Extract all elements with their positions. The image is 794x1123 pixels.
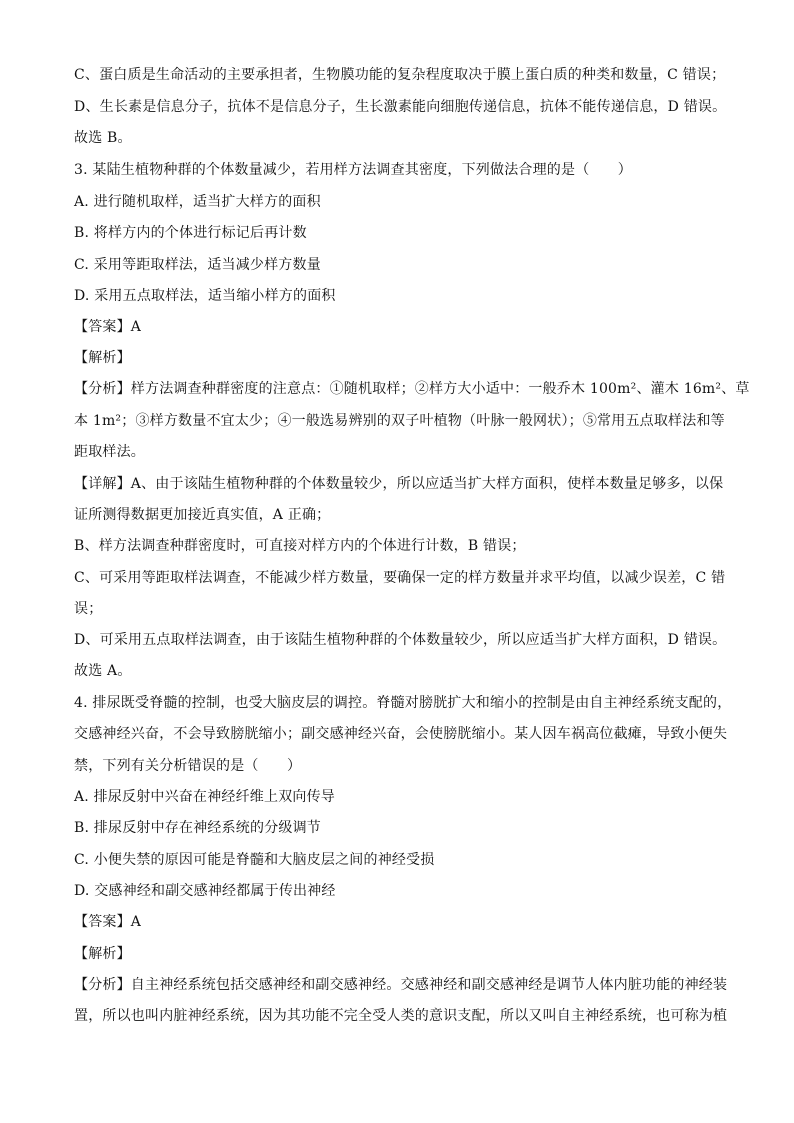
text-line: 距取样法。 [74, 444, 145, 460]
question-4-option-a: A. 排尿反射中兴奋在神经纤维上双向传导 [74, 789, 336, 805]
question-3-stem: 3. 某陆生植物种群的个体数量减少，若用样方法调查其密度，下列做法合理的是（ ） [74, 162, 633, 178]
question-3-option-d: D. 采用五点取样法，适当缩小样方的面积 [74, 288, 336, 304]
text-line: C、蛋白质是生命活动的主要承担者，生物膜功能的复杂程度取决于膜上蛋白质的种类和数量，C 错误； [74, 67, 726, 83]
text-line: 故选 A。 [74, 663, 132, 679]
question-3-answer: 【答案】A [74, 319, 142, 335]
question-3-analysis-heading: 【解析】 [74, 350, 131, 366]
question-3-option-b: B. 将样方内的个体进行标记后再计数 [74, 225, 307, 241]
text-line: C、可采用等距取样法调查，不能减少样方数量，要确保一定的样方数量并求平均值，以减少误差，C 错 [74, 570, 726, 586]
question-4-analysis-heading: 【解析】 [74, 946, 131, 962]
question-4-stem: 交感神经兴奋，不会导致膀胱缩小；副交感神经兴奋，会使膀胱缩小。某人因车祸高位截瘫，导致小便失 [74, 726, 728, 742]
question-4-option-d: D. 交感神经和副交感神经都属于传出神经 [74, 883, 336, 899]
question-3-option-c: C. 采用等距取样法，适当减少样方数量 [74, 257, 321, 273]
question-4-option-b: B. 排尿反射中存在神经系统的分级调节 [74, 820, 321, 836]
text-line: 误； [74, 601, 103, 617]
text-line: 【分析】样方法调查种群密度的注意点：①随机取样；②样方大小适中：一般乔木 100m²、灌木 16m²、草 [74, 381, 750, 397]
question-4-answer: 【答案】A [74, 914, 142, 930]
text-line: D、可采用五点取样法调查，由于该陆生植物种群的个体数量较少，所以应适当扩大样方面积，D 错误。 [74, 632, 727, 648]
text-line: 故选 B。 [74, 130, 132, 146]
text-line: D、生长素是信息分子，抗体不是信息分子，生长激素能向细胞传递信息，抗体不能传递信息，D 错误。 [74, 99, 727, 115]
text-line: B、样方法调查种群密度时，可直接对样方内的个体进行计数，B 错误； [74, 538, 526, 554]
question-3-option-a: A. 进行随机取样，适当扩大样方的面积 [74, 194, 321, 210]
text-line: 证所测得数据更加接近真实值，A 正确； [74, 507, 331, 523]
text-line: 【分析】自主神经系统包括交感神经和副交感神经。交感神经和副交感神经是调节人体内脏功能的神经装 [74, 977, 728, 993]
text-line: 【详解】A、由于该陆生植物种群的个体数量较少，所以应适当扩大样方面积，使样本数量足够多，以保 [74, 476, 724, 492]
text-line: 置，所以也叫内脏神经系统，因为其功能不完全受人类的意识支配，所以又叫自主神经系统，也可称为植 [74, 1008, 728, 1024]
question-4-stem: 禁，下列有关分析错误的是（ ） [74, 758, 302, 774]
text-line: 本 1m²；③样方数量不宜太少；④一般选易辨别的双子叶植物（叶脉一般网状）；⑤常用五点取样法和等 [74, 413, 725, 429]
question-4-stem: 4. 排尿既受脊髓的控制，也受大脑皮层的调控。脊髓对膀胱扩大和缩小的控制是由自主神经系统支配的， [74, 695, 732, 711]
question-4-option-c: C. 小便失禁的原因可能是脊髓和大脑皮层之间的神经受损 [74, 852, 435, 868]
